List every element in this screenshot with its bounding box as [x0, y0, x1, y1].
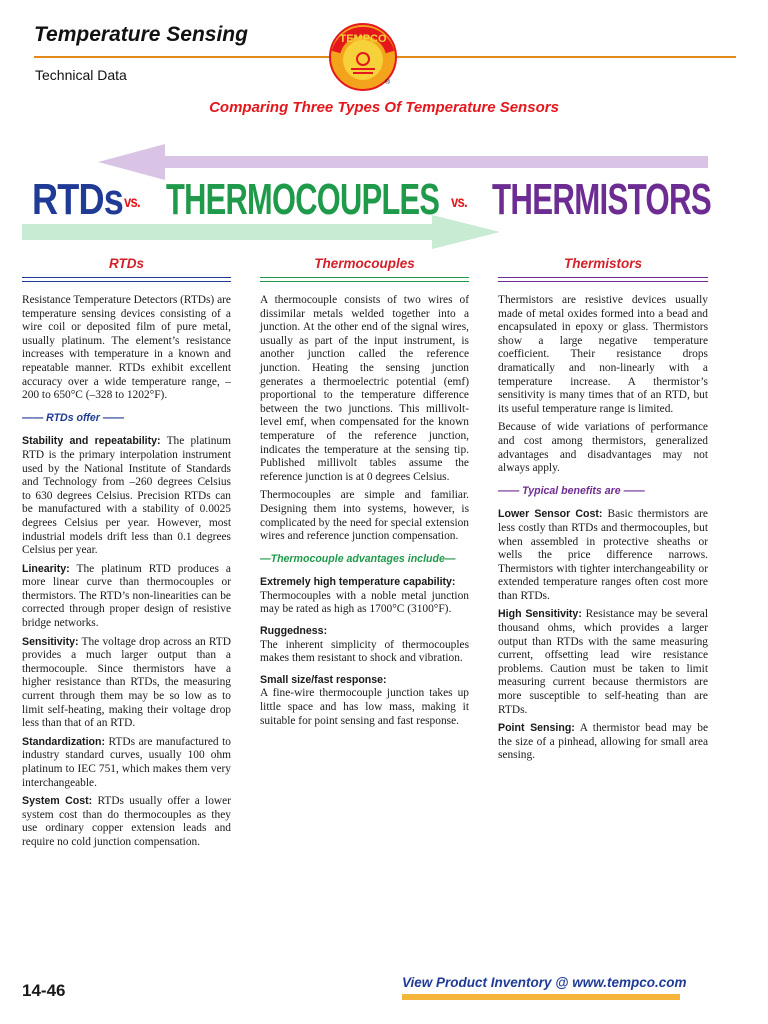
rtd-item-lead: Standardization:: [22, 735, 105, 748]
tc-item-lead: Ruggedness:: [260, 625, 328, 638]
comparison-title: Comparing Three Types Of Temperature Sensors: [209, 99, 559, 116]
tc-item: [260, 576, 469, 617]
rtd-item-text: RTDs usually offer a lower system cost than do thermocouples as they use ordinary copper extension leads and require no cold junction compensation.: [22, 795, 231, 848]
tc-item-text: A fine-wire thermocouple junction takes up little space and has low mass, making it suitable for point sensing and fast response.: [260, 687, 469, 727]
rtd-item-lead: Stability and repeatability:: [22, 435, 161, 448]
th-item-text: Basic thermistors are less costly than RTDs and thermocouples, but when assembled in protective sheaths or wells the price difference narrows. Thermistors with tighter interchangeability or extended temperature ranges often cost more than RTDs.: [498, 508, 708, 602]
thermocouple-column: [260, 294, 469, 733]
tc-section-heading: —Thermocouple advantages include—: [260, 552, 456, 565]
tc-item-lead: Extremely high temperature capability:: [260, 576, 456, 589]
registered-mark: ®: [385, 79, 391, 86]
header-rule-right: [388, 56, 736, 58]
footer-highlight-bar: [402, 994, 680, 1000]
rtd-item: [22, 563, 231, 631]
th-item-lead: Point Sensing:: [498, 722, 575, 735]
th-item: [498, 508, 708, 603]
column-rule-rtds-2: [22, 281, 231, 282]
th-section-heading: —— Typical benefits are ——: [498, 484, 645, 497]
tc-item-lead: Small size/fast response:: [260, 673, 387, 686]
banner-vs-1: vs.: [124, 194, 140, 211]
rtd-item-text: The voltage drop across an RTD provides a much larger output than a thermocouple. Since thermistors have a higher resistance than RTDs, the measuring current through them may be so low as to limit self-heating, making their voltage drop less than that of an RTD.: [22, 635, 231, 730]
logo-wordmark: TEMPCO: [339, 33, 387, 45]
rtd-item-text: RTDs are manufactured to industry standard curves, usually 100 ohm platinum to IEC 751, which makes them very interchangeable.: [22, 735, 231, 789]
banner-thermistors: THERMISTORS: [492, 175, 711, 224]
thermistor-column: [498, 294, 708, 768]
th-item: [498, 722, 708, 763]
th-intro: Thermistors are resistive devices usually made of metal oxides formed into a bead and encapsulated in epoxy or glass. Thermistors show a large negative temperature coefficient. Their resistance drops dramatically and non-linearly with a temperature increase. A thermistor’s sensitivity is many times that of an RTD, but its useful temperature range is limited.: [498, 294, 708, 415]
rtd-column: [22, 294, 231, 855]
column-rule-rtds: [22, 277, 231, 278]
rtd-section-heading: —— RTDs offer ——: [22, 411, 125, 424]
th-item-lead: Lower Sensor Cost:: [498, 508, 603, 521]
th-item-text: Resistance may be several thousand ohms, which provides a larger output than RTDs with the same measuring current, offsetting lead wire resistance problems. Caution must be taken to limit measuring current because thermistors are more susceptible to self-heating than are RTDs.: [498, 608, 709, 716]
rtd-item-lead: Linearity:: [22, 562, 70, 575]
rtd-item: [22, 636, 231, 731]
th-item-lead: High Sensitivity:: [498, 608, 582, 621]
rtd-item-lead: Sensitivity:: [22, 635, 79, 648]
column-heading-rtds: RTDs: [108, 256, 144, 271]
tc-item: [260, 674, 469, 728]
column-heading-thermistors: Thermistors: [563, 256, 643, 271]
th-intro-2: Because of wide variations of performance and cost among thermistors, generalized advantages and disadvantages may not always apply.: [498, 421, 708, 475]
column-rule-thermistors-2: [498, 281, 708, 282]
tc-item-text: The inherent simplicity of thermocouples makes them resistant to shock and vibration.: [260, 638, 469, 665]
banner-thermocouples: THERMOCOUPLES: [166, 175, 440, 224]
column-heading-thermocouples: Thermocouples: [314, 256, 415, 271]
th-item-text: A thermistor bead may be the size of a pinhead, allowing for small area sensing.: [498, 722, 709, 762]
rtd-item: [22, 736, 231, 790]
tc-item: [260, 625, 469, 666]
rtd-item-text: The platinum RTD produces a more linear curve than thermocouples or thermistors. The RTD’s non-linearities can be corrected through proper design of resistive bridge networks.: [22, 562, 231, 630]
rtd-item-text: The platinum RTD is the primary interpolation instrument used by the National Institute of Standards and Technology from –260 degrees Celsius to 630 degrees Celsius. Precision RTDs can be manufactured with a stability of 0.0025 degrees Celsius per year. However, most industrial models drift less than 0.1 degrees Celsius per year.: [22, 435, 231, 557]
page-subtitle: Technical Data: [35, 67, 127, 83]
column-rule-thermocouples: [260, 277, 469, 278]
tc-intro: A thermocouple consists of two wires of dissimilar metals welded together into a junction. At the other end of the signal wires, usually as part of the input instrument, is another junction called the reference junction. Heating the sensing junction generates a thermoelectric potential (emf) proportional to the temperature difference between the two junctions. This millivolt-level emf, when compensated for the known temperature of the reference junction, indicates the temperature at the sensing tip. Published millivolt tables assume the reference junction is at 0 degrees Celsius.: [260, 294, 469, 483]
th-item: [498, 608, 708, 717]
banner-vs-2: vs.: [451, 194, 467, 211]
rtd-item: [22, 435, 231, 557]
tc-item-text: Thermocouples with a noble metal junction may be rated as high as 1700°C (3100°F).: [260, 589, 469, 616]
page-title: Temperature Sensing: [34, 23, 248, 46]
product-inventory-link[interactable]: View Product Inventory @ www.tempco.com: [402, 975, 687, 990]
rtd-item: [22, 795, 231, 849]
page-number: 14-46: [22, 981, 66, 1000]
column-rule-thermistors: [498, 277, 708, 278]
tc-intro-2: Thermocouples are simple and familiar. Designing them into systems, however, is complicated by the need for special extension wires and reference junction compensation.: [260, 489, 469, 543]
rtd-item-lead: System Cost:: [22, 795, 93, 808]
header-rule-left: [34, 56, 334, 58]
rtd-intro: Resistance Temperature Detectors (RTDs) are temperature sensing devices consisting of a wire coil or deposited film of pure metal, usually platinum. The element’s resistance increases with temperature in a known and repeatable manner. RTDs exhibit excellent accuracy over a wide temperature range, –200 to 650°C (–328 to 1202°F).: [22, 294, 231, 402]
column-rule-thermocouples-2: [260, 281, 469, 282]
banner-rtds: RTDs: [32, 175, 123, 224]
